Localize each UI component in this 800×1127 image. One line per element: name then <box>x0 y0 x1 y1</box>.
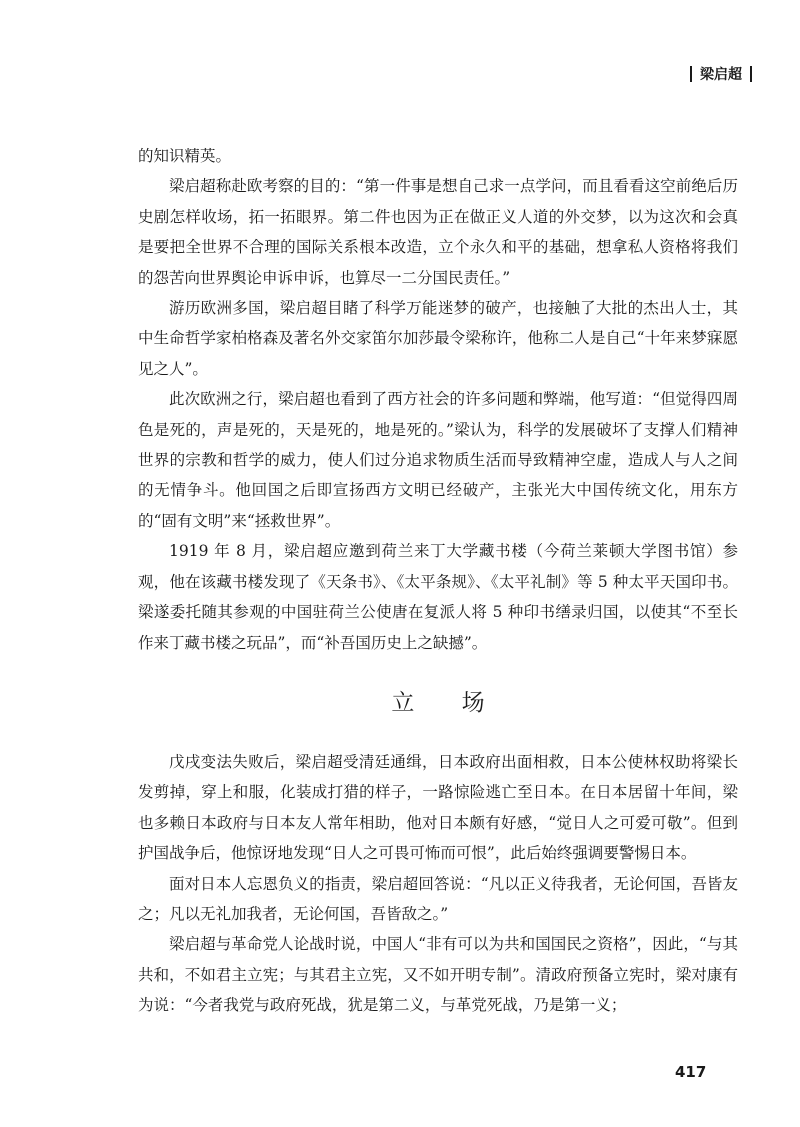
paragraph: 游历欧洲多国，梁启超目睹了科学万能迷梦的破产，也接触了大批的杰出人士，其中生命哲学家柏格森及著名外交家笛尔加莎最令梁称许，他称二人是自己“十年来梦寐愿见之人”。 <box>138 299 738 378</box>
section-heading: 立 场 <box>391 689 505 716</box>
header-right-bar <box>750 66 752 82</box>
paragraph: 此次欧洲之行，梁启超也看到了西方社会的许多问题和弊端，他写道：“但觉得四周色是死的，声是死的，天是死的，地是死的。”梁认为，科学的发展破坏了支撑人们精神世界的宗教和哲学的威力，使人们过分追求物质生活而导致精神空虚，造成人与人之间的无情争斗。他回国之后即宣扬西方文明已经破产，主张光大中国传统文化，用东方的“固有文明”来“拯救世界”。 <box>138 390 738 530</box>
paragraph: 面对日本人忘恩负义的指责，梁启超回答说：“凡以正义待我者，无论何国，吾皆友之；凡以无礼加我者，无论何国，吾皆敌之。” <box>138 874 738 923</box>
paragraph: 1919 年 8 月，梁启超应邀到荷兰来丁大学藏书楼（今荷兰莱顿大学图书馆）参观，他在该藏书楼发现了《天条书》、《太平条规》、《太平礼制》等 5 种太平天国印书。梁遂委托随其参观的中国驻荷兰公使唐在复派人将 5 种印书缮录归国，以使其“不至长作来丁藏书楼之玩品”，而“补吾国历史上之缺撼”。 <box>138 542 738 652</box>
paragraph: 梁启超称赴欧考察的目的：“第一件事是想自己求一点学问，而且看看这空前绝后历史剧怎样收场，拓一拓眼界。第二件也因为正在做正义人道的外交梦，以为这次和会真是要把全世界不合理的国际关系根本改造，立个永久和平的基础，想拿私人资格将我们的怨苦向世界舆论申诉申诉，也算尽一二分国民责任。” <box>138 177 738 287</box>
page-body <box>138 141 738 1021</box>
running-title: 梁启超 <box>700 67 742 83</box>
running-header <box>690 64 752 84</box>
page-number: 417 <box>675 1063 707 1081</box>
header-left-bar <box>690 66 692 82</box>
paragraph: 梁启超与革命党人论战时说，中国人“非有可以为共和国国民之资格”，因此，“与其共和，不如君主立宪；与其君主立宪，又不如开明专制”。清政府预备立宪时，梁对康有为说：“今者我党与政府死战，犹是第二义，与革党死战，乃是第一义； <box>138 935 738 1015</box>
paragraph: 戊戌变法失败后，梁启超受清廷通缉，日本政府出面相救，日本公使林权助将梁长发剪掉，穿上和服，化装成打猎的样子，一路惊险逃亡至日本。在日本居留十年间，梁也多赖日本政府与日本友人常年相助，他对日本颇有好感，“觉日人之可爱可敬”。但到护国战争后，他惊讶地发现“日人之可畏可怖而可恨”，此后始终强调要警惕日本。 <box>138 752 738 863</box>
paragraph-continuation: 的知识精英。 <box>138 147 232 165</box>
